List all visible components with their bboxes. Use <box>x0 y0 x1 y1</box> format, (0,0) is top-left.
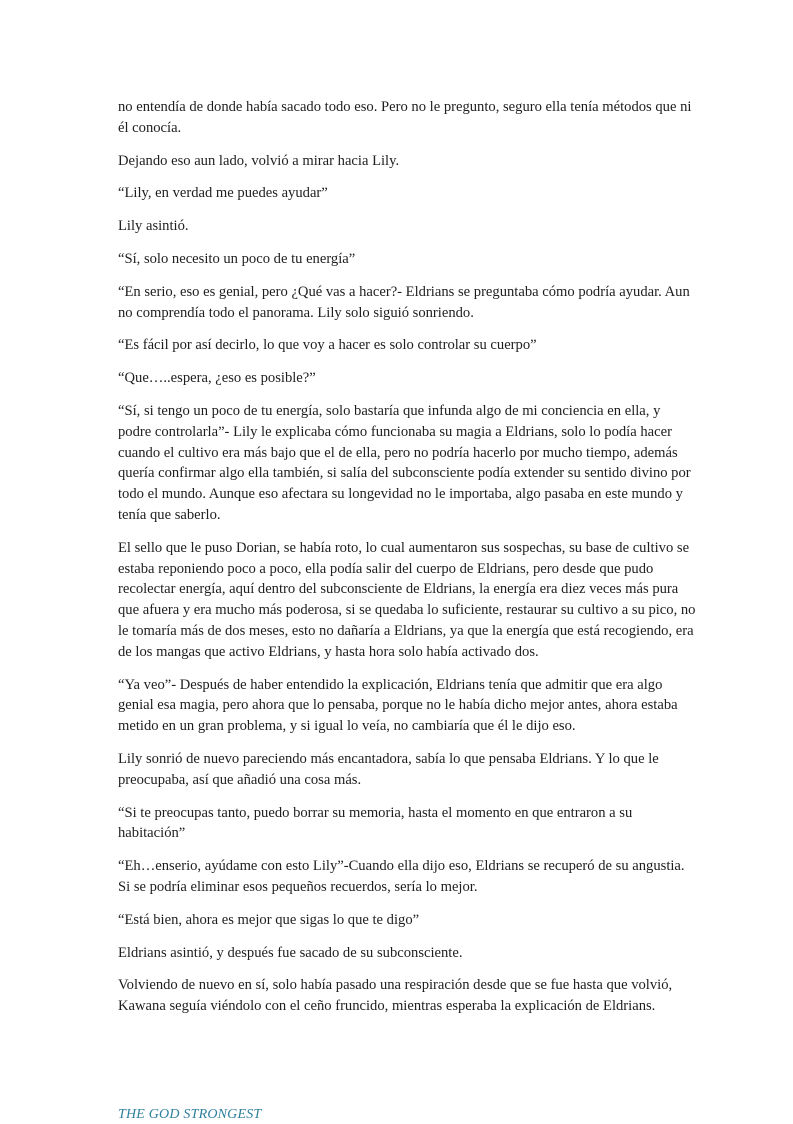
paragraph-3: “Lily, en verdad me puedes ayudar” <box>118 185 328 202</box>
paragraph-16: Eldrians asintió, y después fue sacado de su subconsciente. <box>118 944 463 961</box>
paragraph-12: Lily sonrió de nuevo pareciendo más encantadora, sabía lo que pensaba Eldrians. Y lo que le preocupaba, así que añadió una cosa más. <box>118 750 659 788</box>
paragraph-1: no entendía de donde había sacado todo eso. Pero no le pregunto, seguro ella tenía métodos que ni él conocía. <box>118 99 692 136</box>
paragraph-13: “Si te preocupas tanto, puedo borrar su memoria, hasta el momento en que entraron a su habitación” <box>118 804 633 842</box>
paragraph-2: Dejando eso aun lado, volvió a mirar hacia Lily. <box>118 152 400 169</box>
paragraph-14: “Eh…enserio, ayúdame con esto Lily”-Cuando ella dijo eso, Eldrians se recuperó de su angustia. Si se podría eliminar esos pequeños recuerdos, sería lo mejor. <box>118 858 685 895</box>
page-footer: THE GOD STRONGEST <box>118 1107 262 1122</box>
paragraph-17: Volviendo de nuevo en sí, solo había pasado una respiración desde que se fue hasta que volvió, Kawana seguía viéndolo con el ceño fruncido, mientras esperaba la explicación de Eldrians. <box>118 977 673 1015</box>
paragraph-10: El sello que le puso Dorian, se había roto, lo cual aumentaron sus sospechas, su base de cultivo se estaba reponiendo poco a poco, ella podía salir del cuerpo de Eldrians, pero desde que pudo recolectar energía, aquí dentro del subconsciente de Eldrians, la energía era diez veces más pura que afuera y era mucho más poderosa, si se quedaba lo suficiente, restaurar su cultivo a su pico, no le tomaría más de dos meses, esto no dañaría a Eldrians, ya que la energía que está recogiendo, era de los mangas que activo Eldrians, y hasta hora solo había activado dos. <box>118 539 696 660</box>
paragraph-8: “Que…..espera, ¿eso es posible?” <box>118 370 316 387</box>
paragraph-9: “Sí, si tengo un poco de tu energía, solo bastaría que infunda algo de mi conciencia en ella, y podre controlarla”- Lily le explicaba cómo funcionaba su magia a Eldrians, solo lo podía hacer cuando el cultivo era más bajo que el de ella, pero no podría hacerlo por mucho tiempo, además quería confirmar algo ella también, si salía del subconsciente podía extender su sentido divino por todo el mundo. Aunque eso afectara su longevidad no le importaba, algo pasaba en este mundo y tenía que saberlo. <box>118 402 691 523</box>
paragraph-15: “Está bien, ahora es mejor que sigas lo que te digo” <box>118 911 420 928</box>
paragraph-5: “Sí, solo necesito un poco de tu energía” <box>118 250 356 267</box>
paragraph-11: “Ya veo”- Después de haber entendido la explicación, Eldrians tenía que admitir que era algo genial esa magia, pero ahora que lo pensaba, porque no le había dicho mejor antes, ahora estaba metido en un gran problema, y si igual lo veía, no cambiaría que él le dijo eso. <box>118 676 678 735</box>
paragraph-4: Lily asintió. <box>118 218 189 235</box>
paragraph-7: “Es fácil por así decirlo, lo que voy a hacer es solo controlar su cuerpo” <box>118 337 537 354</box>
paragraph-6: “En serio, eso es genial, pero ¿Qué vas a hacer?- Eldrians se preguntaba cómo podría ayudar. Aun no comprendía todo el panorama. Lily solo siguió sonriendo. <box>118 283 690 321</box>
body-text <box>118 97 696 1029</box>
